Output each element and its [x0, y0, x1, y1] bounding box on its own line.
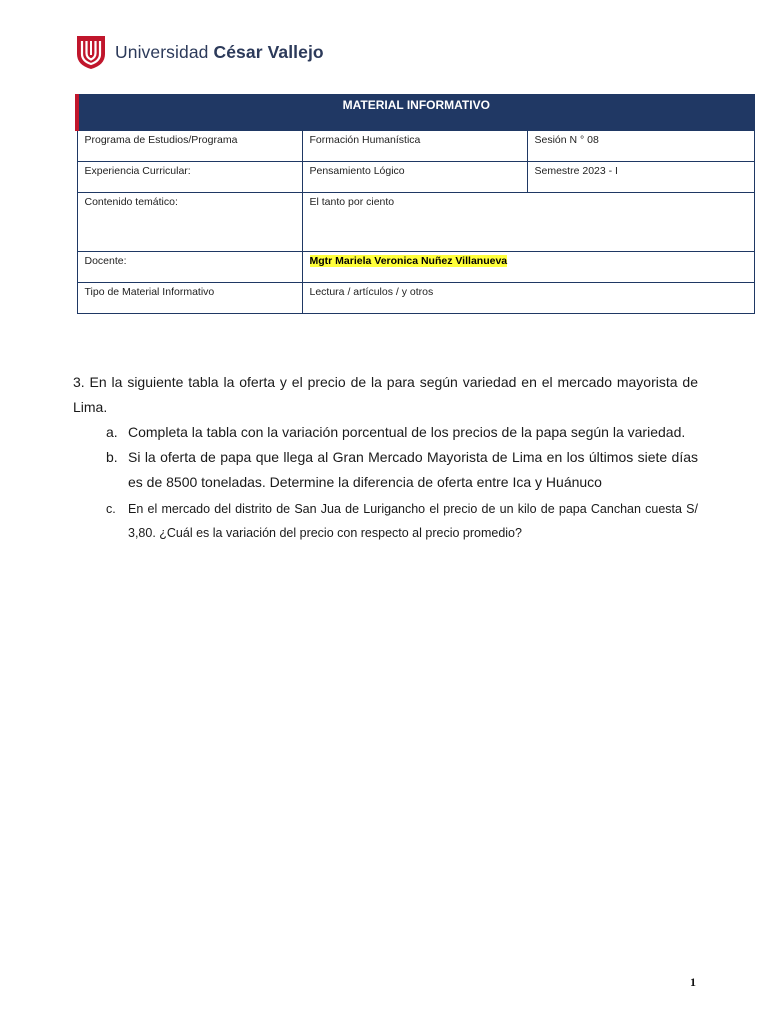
table-row [77, 283, 754, 314]
row-extra: Semestre 2023 - I [527, 162, 754, 193]
row-value [302, 252, 754, 283]
page-number: 1 [690, 975, 696, 989]
row-label: Experiencia Curricular: [77, 162, 302, 193]
row-extra: Sesión N ° 08 [527, 131, 754, 162]
row-label: Docente: [77, 252, 302, 283]
ucv-shield-icon [76, 34, 106, 70]
exercise-content [73, 370, 698, 545]
row-value: El tanto por ciento [302, 193, 754, 252]
list-text: Completa la tabla con la variación porcentual de los precios de la papa según la variedad. [128, 424, 686, 440]
exercise-intro: 3. En la siguiente tabla la oferta y el precio de la para según variedad en el mercado mayorista de Lima. [73, 374, 698, 415]
table-row [77, 252, 754, 283]
list-marker: a. [106, 424, 118, 440]
material-info-table [75, 94, 755, 314]
row-value: Pensamiento Lógico [302, 162, 527, 193]
list-item [106, 420, 698, 445]
row-label: Contenido temático: [77, 193, 302, 252]
list-item [106, 445, 698, 495]
list-item [106, 497, 698, 545]
row-value: Lectura / artículos / y otros [302, 283, 754, 314]
list-marker: b. [106, 449, 118, 465]
table-row [77, 131, 754, 162]
university-name-regular: Universidad [115, 41, 214, 62]
teacher-name: Mgtr Mariela Veronica Nuñez Villanueva [309, 255, 508, 267]
table-header: MATERIAL INFORMATIVO [77, 95, 754, 131]
table-header-row [77, 95, 754, 131]
table-row [77, 193, 754, 252]
list-marker: c. [106, 502, 116, 516]
row-label: Programa de Estudios/Programa [77, 131, 302, 162]
list-text: Si la oferta de papa que llega al Gran Mercado Mayorista de Lima en los últimos siete días es de 8500 toneladas. Determine la diferencia de oferta entre Ica y Huánuco [128, 449, 698, 490]
university-name-bold: César Vallejo [213, 41, 324, 62]
university-logo [76, 34, 324, 70]
university-name [115, 42, 324, 63]
list-text: En el mercado del distrito de San Jua de Lurigancho el precio de un kilo de papa Canchan cuesta S/ 3,80. ¿Cuál es la variación del precio con respecto al precio promedio? [128, 502, 698, 540]
row-label: Tipo de Material Informativo [77, 283, 302, 314]
row-value: Formación Humanística [302, 131, 527, 162]
table-row [77, 162, 754, 193]
